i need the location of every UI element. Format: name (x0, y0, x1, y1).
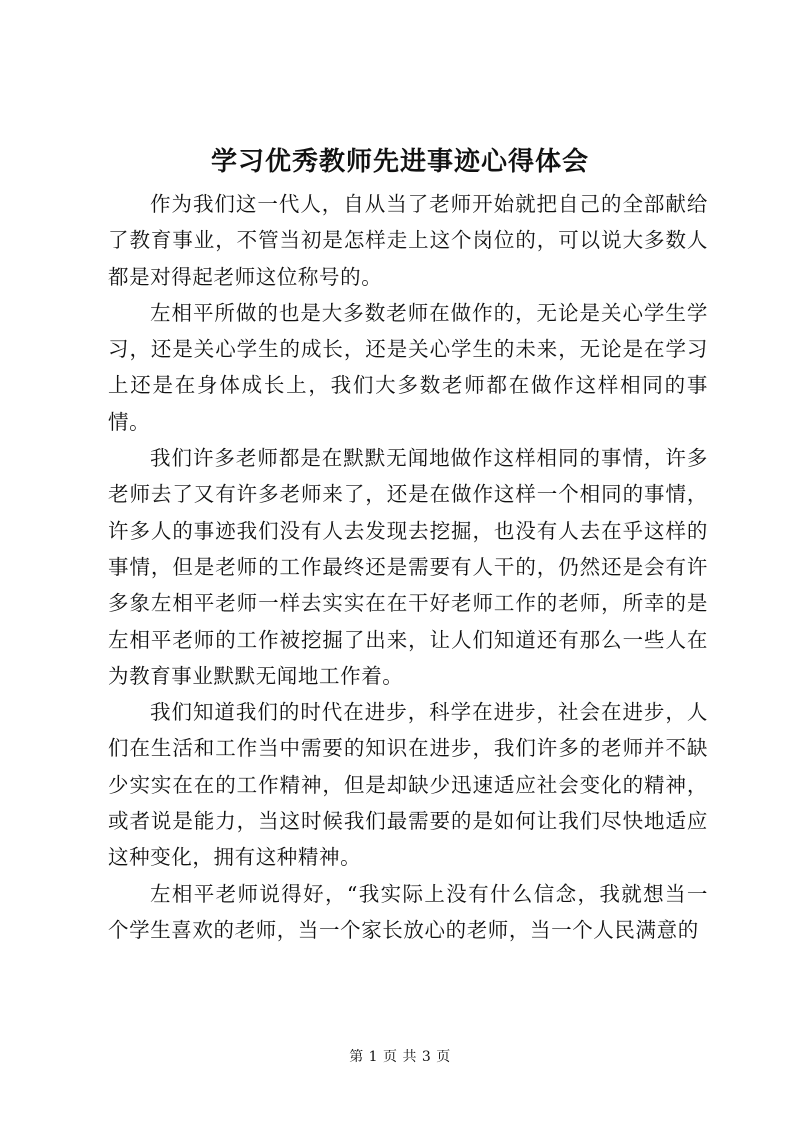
paragraph-4: 我们知道我们的时代在进步，科学在进步，社会在进步，人们在生活和工作当中需要的知识在进步，我们许多的老师并不缺少实实在在的工作精神，但是却缺少迅速适应社会变化的精神，或者说是能力，当这时候我们最需要的是如何让我们尽快地适应这种变化，拥有这种精神。 (108, 700, 708, 870)
document-body (108, 186, 708, 948)
document-title: 学习优秀教师先进事迹心得体会 (210, 147, 589, 177)
paragraph-5: 左相平老师说得好，“我实际上没有什么信念，我就想当一个学生喜欢的老师，当一个家长放心的老师，当一个人民满意的 (108, 881, 708, 942)
paragraph-3: 我们许多老师都是在默默无闻地做作这样相同的事情，许多老师去了又有许多老师来了，还是在做作这样一个相同的事情，许多人的事迹我们没有人去发现去挖掘，也没有人去在乎这样的事情，但是老师的工作最终还是需要有人干的，仍然还是会有许多象左相平老师一样去实实在在干好老师工作的老师，所幸的是左相平老师的工作被挖掘了出来，让人们知道还有那么一些人在为教育事业默默无闻地工作着。 (108, 446, 708, 688)
page-footer: 第 1 页 共 3 页 (349, 1049, 451, 1065)
paragraph-1: 作为我们这一代人，自从当了老师开始就把自己的全部献给了教育事业，不管当初是怎样走上这个岗位的，可以说大多数人都是对得起老师这位称号的。 (108, 192, 708, 289)
paragraph-2: 左相平所做的也是大多数老师在做作的，无论是关心学生学习，还是关心学生的成长，还是关心学生的未来，无论是在学习上还是在身体成长上，我们大多数老师都在做作这样相同的事情。 (108, 300, 708, 434)
